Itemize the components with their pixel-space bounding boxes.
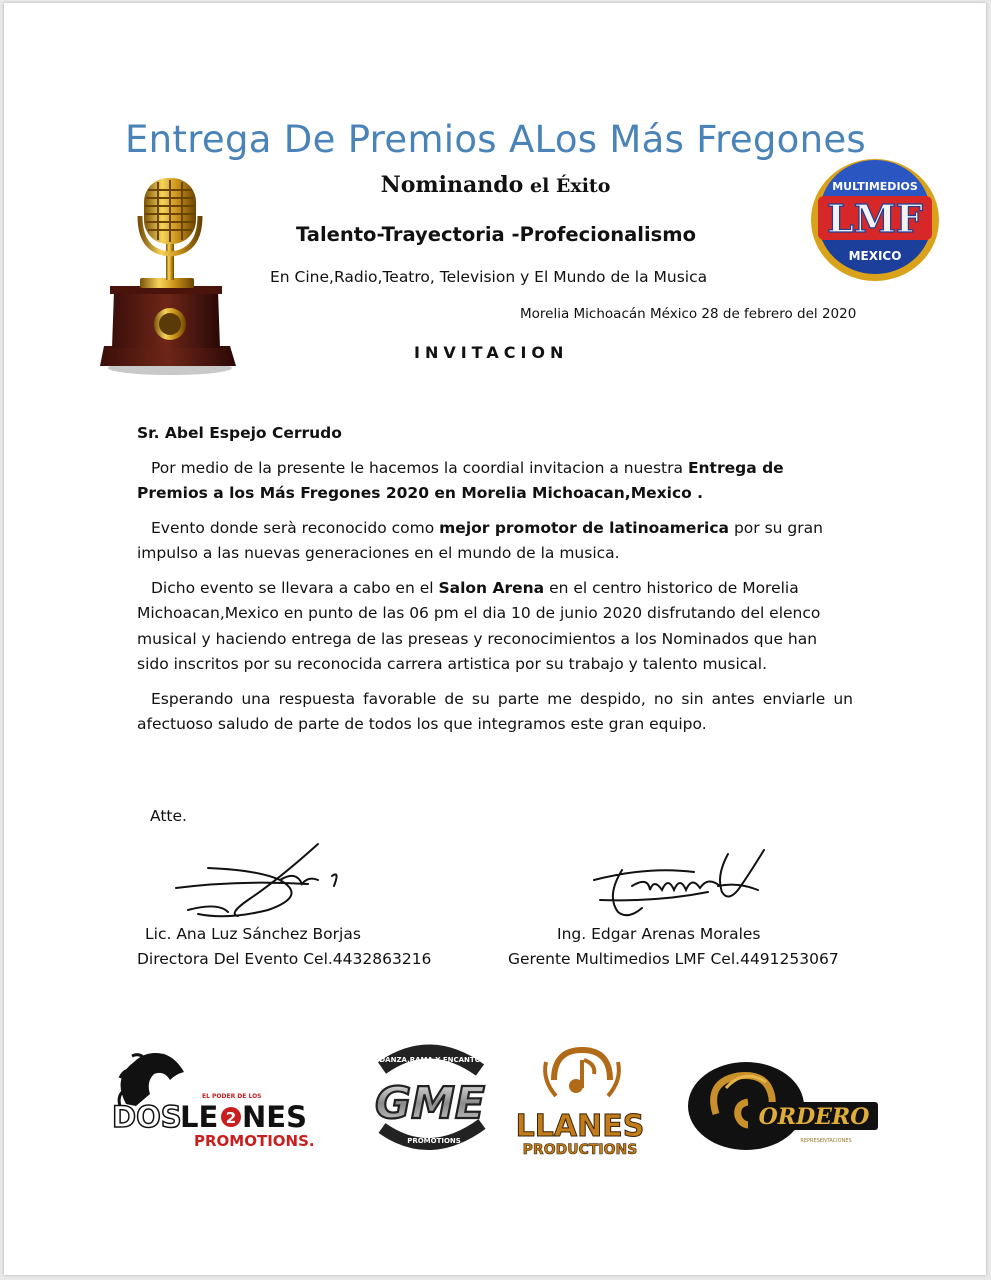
signature-ana-icon — [168, 840, 368, 922]
signatory-1-name: Lic. Ana Luz Sánchez Borjas — [145, 925, 361, 943]
place-date: Morelia Michoacán México 28 de febrero del 2020 — [520, 306, 857, 322]
gme-main: GME — [375, 1078, 485, 1129]
signatory-2-name: Ing. Edgar Arenas Morales — [557, 925, 761, 943]
closing: Atte. — [150, 807, 187, 825]
llanes-sub: PRODUCTIONS — [522, 1142, 638, 1158]
fields-line: En Cine,Radio,Teatro, Television y El Mundo de la Musica — [270, 268, 708, 286]
ram-icon — [686, 1058, 882, 1154]
lmf-logo-icon — [808, 156, 942, 284]
p1-text: Por medio de la presente le hacemos la coordial invitacion a nuestra — [151, 458, 688, 477]
gme-emblem-icon — [364, 1040, 494, 1158]
lmf-bottom-text: MEXICO — [848, 249, 902, 263]
dos-leones-logo — [106, 1048, 315, 1154]
lmf-top-text: MULTIMEDIOS — [832, 180, 918, 193]
lmf-logo — [808, 156, 942, 284]
cordero-sub: REPRESENTACIONES — [800, 1138, 852, 1144]
promotions-text: PROMOTIONS. — [194, 1132, 315, 1150]
llanes-main: LLANES — [515, 1109, 645, 1144]
signature-ana — [168, 840, 368, 922]
dos-leones-top: EL PODER DE LOS — [202, 1093, 262, 1100]
nes-text: NES — [242, 1100, 307, 1134]
p2-text-end: por su gran impulso a las nuevas generaciones en el mundo de la musica. — [137, 518, 823, 562]
llanes-logo — [516, 1046, 646, 1160]
gme-arc-top: DANZA,RAMA Y ENCANTO — [379, 1056, 481, 1064]
signature-edgar — [588, 846, 778, 922]
lion-icon — [106, 1048, 315, 1154]
subtitle-exito: el Éxito — [523, 175, 611, 197]
music-note-icon — [516, 1046, 646, 1160]
paragraph-1 — [137, 456, 853, 507]
p3-text-end: en el centro historico de Morelia Michoacan,Mexico en punto de las 06 pm el dia 10 de junio 2020 disfrutando del elenco musical y haciendo entrega de las preseas y reconocimientos a los Nominados que han sido inscritos por su reconocida carrera artistica por su trabajo y talento musical. — [137, 578, 821, 673]
gme-arc-bottom: PROMOTIONS — [407, 1137, 461, 1145]
p3-text: Dicho evento se llevara a cabo en el — [151, 578, 439, 597]
gme-logo — [364, 1040, 494, 1158]
signatory-1-role: Directora Del Evento Cel.4432863216 — [137, 950, 432, 968]
signatory-2-role: Gerente Multimedios LMF Cel.4491253067 — [508, 950, 839, 968]
page-title: Entrega De Premios ALos Más Fregones — [124, 118, 866, 161]
tagline: Talento-Trayectoria -Profecionalismo — [296, 223, 696, 246]
microphone-trophy-icon — [100, 176, 240, 378]
microphone-trophy-image — [100, 176, 240, 378]
le-text: LE — [180, 1100, 219, 1134]
subtitle-nominando: Nominando — [380, 172, 524, 198]
signature-edgar-icon — [588, 846, 778, 922]
paragraph-2 — [137, 516, 853, 567]
recipient: Sr. Abel Espejo Cerrudo — [137, 424, 342, 442]
p1-bold: Entrega de Premios a los Más Fregones 2020 en Morelia Michoacan,Mexico . — [137, 458, 784, 502]
letter-body — [137, 421, 853, 738]
dos-text: DOS — [112, 1100, 182, 1134]
invitation-heading: INVITACION — [414, 343, 569, 362]
lmf-main-text: LMF — [827, 196, 923, 241]
p2-text: Evento donde serà reconocido como — [151, 518, 440, 537]
cordero-main: ORDERO — [758, 1104, 870, 1130]
cordero-logo — [686, 1058, 882, 1154]
two-text: 2 — [225, 1109, 237, 1127]
p2-bold: mejor promotor de latinoamerica — [439, 518, 730, 537]
paragraph-4: Esperando una respuesta favorable de su parte me despido, no sin antes enviarle un afectuoso saludo de parte de todos los que integramos este gran equipo. — [137, 689, 853, 733]
paragraph-3 — [137, 576, 853, 678]
p3-bold: Salon Arena — [438, 578, 545, 597]
